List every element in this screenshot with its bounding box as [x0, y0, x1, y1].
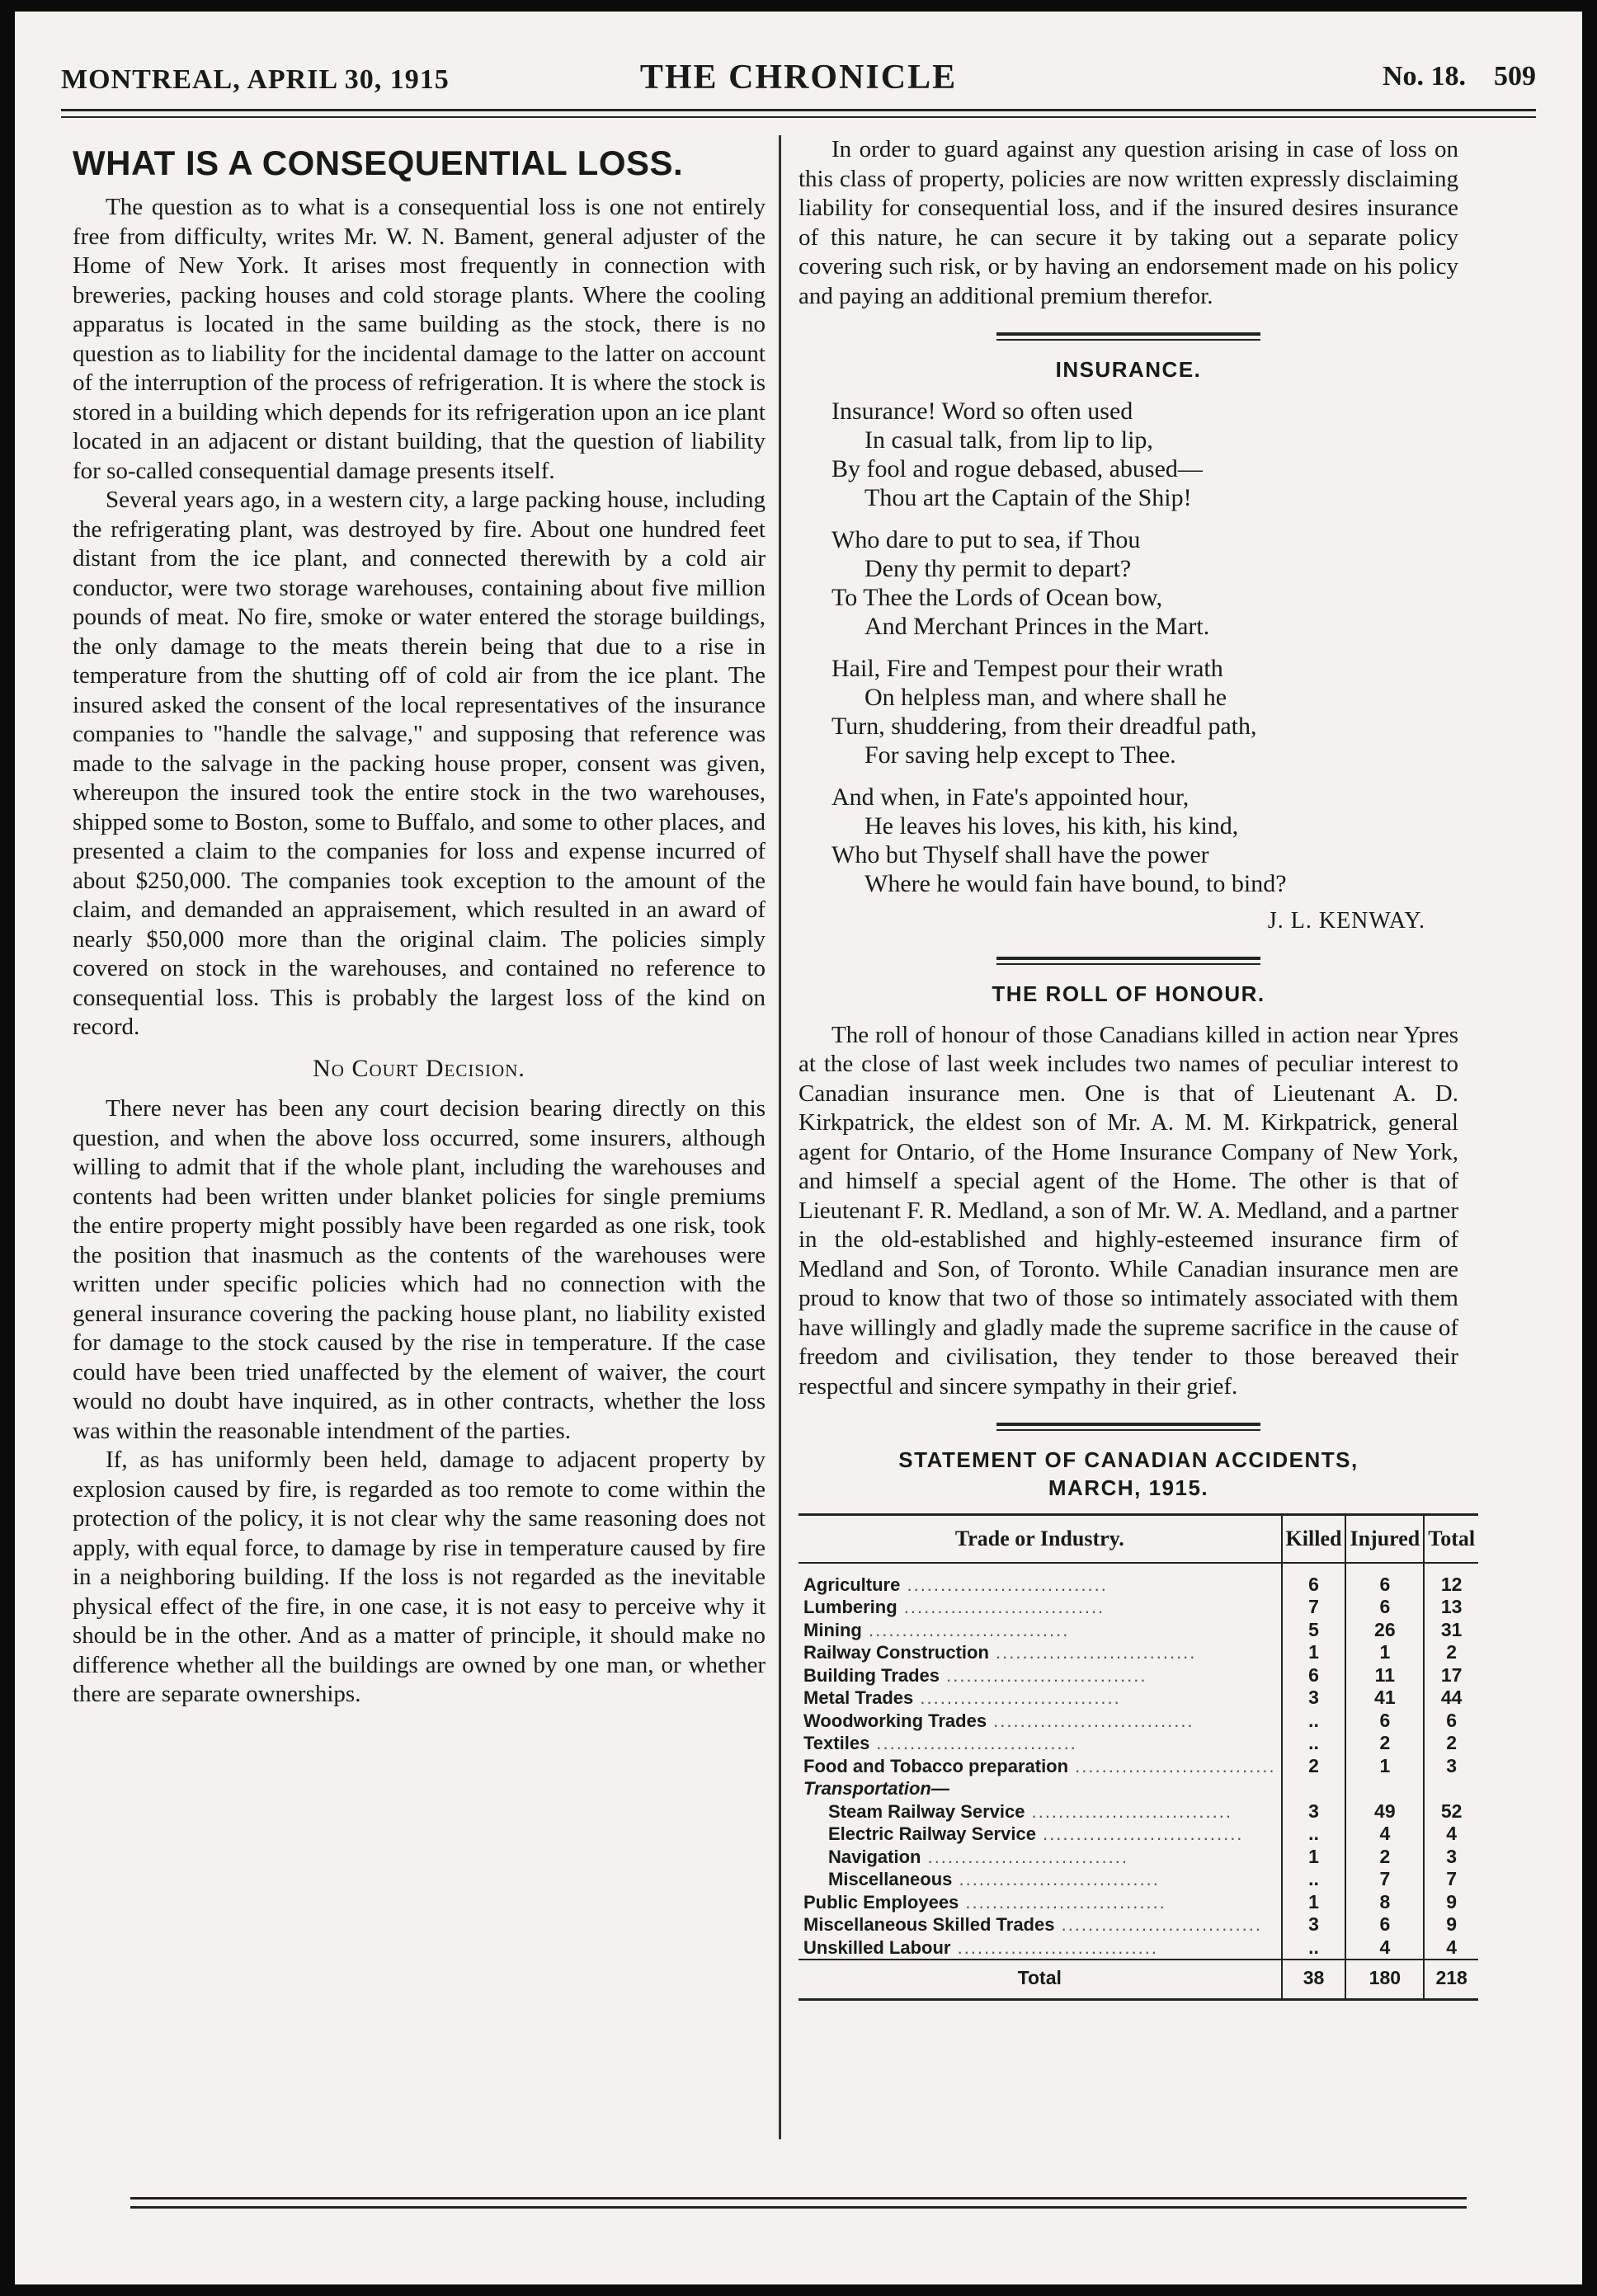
injured-cell: 6: [1345, 1563, 1424, 1597]
leader-dots: ..............................: [950, 1936, 1158, 1958]
table-row: [798, 1687, 1478, 1710]
killed-cell: 7: [1282, 1596, 1346, 1619]
article-headline: WHAT IS A CONSEQUENTIAL LOSS.: [73, 144, 684, 182]
table-row: [798, 1777, 1478, 1800]
killed-cell: ..: [1282, 1868, 1346, 1891]
trade-label: Lumbering: [803, 1597, 897, 1617]
column-header: Trade or Industry.: [798, 1515, 1282, 1563]
total-killed-cell: 38: [1282, 1960, 1346, 1999]
poem-line: He leaves his loves, his kith, his kind,: [864, 812, 1239, 840]
injured-cell: [1345, 1777, 1424, 1800]
trade-label: Navigation: [828, 1846, 921, 1867]
injured-cell: 2: [1345, 1846, 1424, 1869]
total-cell: 31: [1424, 1619, 1478, 1642]
total-cell: 4: [1424, 1823, 1478, 1846]
poem-line: Where he would fain have bound, to bind?: [864, 869, 1287, 897]
column-divider: [779, 135, 781, 2139]
leader-dots: ..............................: [1054, 1914, 1262, 1935]
trade-label: Woodworking Trades: [803, 1710, 987, 1731]
table-row: [798, 1596, 1478, 1619]
table-row: [798, 1891, 1478, 1914]
poem-stanza: [831, 525, 1458, 641]
total-cell: 3: [1424, 1846, 1478, 1869]
trade-cell: [798, 1891, 1282, 1914]
injured-cell: 6: [1345, 1710, 1424, 1733]
running-head: [61, 54, 1536, 104]
header-rule: [61, 109, 1536, 118]
poem-line: Who but Thyself shall have the power: [831, 840, 1209, 868]
poem-line: Insurance! Word so often used: [831, 397, 1133, 425]
trade-label: Metal Trades: [803, 1687, 914, 1708]
killed-cell: 1: [1282, 1846, 1346, 1869]
leader-dots: ..............................: [940, 1664, 1147, 1686]
leader-dots: ..............................: [1068, 1755, 1276, 1776]
killed-cell: [1282, 1777, 1346, 1800]
poem-line: In casual talk, from lip to lip,: [864, 426, 1153, 454]
leader-dots: ..............................: [900, 1574, 1108, 1595]
article-paragraph: If, as has uniformly been held, damage to adjacent property by explosion caused by fire, is regarded as too remote to come within the protection of the policy, it is not clear why the same reasoning does not apply, with equal force, to damage by rise in temperature caused by fire in a neighboring building. If the loss is not regarded as the inevitable physical effect of the fire, in one case, it is not easy to perceive why it should be in the other. And as a matter of principle, it should make no difference whether all the buildings are owned by one man, or whether there are separate ownerships.: [73, 1447, 766, 1707]
poem-line: Turn, shuddering, from their dreadful path,: [831, 712, 1257, 740]
publication-title: THE CHRONICLE: [639, 59, 958, 96]
injured-cell: 41: [1345, 1687, 1424, 1710]
poem-line: On helpless man, and where shall he: [864, 683, 1227, 711]
total-total-cell: 218: [1424, 1960, 1478, 1999]
trade-label: Unskilled Labour: [803, 1936, 951, 1958]
total-cell: 44: [1424, 1687, 1478, 1710]
page-number: 509: [1494, 61, 1536, 92]
total-cell: 9: [1424, 1891, 1478, 1914]
poem-line: And Merchant Princes in the Mart.: [864, 612, 1210, 640]
column-header: Killed: [1282, 1515, 1346, 1563]
killed-cell: 6: [1282, 1563, 1346, 1597]
killed-cell: 5: [1282, 1619, 1346, 1642]
trade-label: Miscellaneous Skilled Trades: [803, 1914, 1055, 1935]
injured-cell: 4: [1345, 1936, 1424, 1960]
table-row: [798, 1563, 1478, 1597]
total-cell: 12: [1424, 1563, 1478, 1597]
trade-label: Agriculture: [803, 1574, 901, 1595]
trade-label: Railway Construction: [803, 1642, 989, 1663]
killed-cell: 2: [1282, 1755, 1346, 1778]
total-cell: 4: [1424, 1936, 1478, 1960]
killed-cell: ..: [1282, 1823, 1346, 1846]
killed-cell: 3: [1282, 1687, 1346, 1710]
column-header: Injured: [1345, 1515, 1424, 1563]
total-cell: [1424, 1777, 1478, 1800]
total-injured-cell: 180: [1345, 1960, 1424, 1999]
total-cell: 6: [1424, 1710, 1478, 1733]
trade-label: Electric Railway Service: [828, 1823, 1036, 1844]
poem-stanza: [831, 783, 1458, 898]
trade-cell: [798, 1823, 1282, 1846]
table-row: [798, 1619, 1478, 1642]
issue-info: [1383, 61, 1536, 92]
injured-cell: 7: [1345, 1868, 1424, 1891]
injured-cell: 2: [1345, 1732, 1424, 1755]
poem-line: Deny thy permit to depart?: [864, 554, 1132, 582]
table-row: [798, 1936, 1478, 1960]
poem-line: Thou art the Captain of the Ship!: [864, 483, 1192, 511]
injured-cell: 1: [1345, 1755, 1424, 1778]
poem-stanza: [831, 654, 1458, 769]
table-row: [798, 1710, 1478, 1733]
trade-cell: [798, 1596, 1282, 1619]
injured-cell: 6: [1345, 1913, 1424, 1936]
trade-cell: [798, 1913, 1282, 1936]
table-row: [798, 1664, 1478, 1687]
table-row: [798, 1641, 1478, 1664]
trade-cell: [798, 1563, 1282, 1597]
trade-label: Steam Railway Service: [828, 1800, 1025, 1822]
leader-dots: ..............................: [913, 1687, 1121, 1708]
killed-cell: ..: [1282, 1710, 1346, 1733]
table-title: [798, 1446, 1458, 1502]
injured-cell: 1: [1345, 1641, 1424, 1664]
table-row: [798, 1800, 1478, 1823]
injured-cell: 6: [1345, 1596, 1424, 1619]
table-row: [798, 1823, 1478, 1846]
table-row: [798, 1913, 1478, 1936]
table-row: [798, 1755, 1478, 1778]
table-total-row: [798, 1960, 1478, 1999]
trade-cell: [798, 1936, 1282, 1960]
article-paragraph: Several years ago, in a western city, a large packing house, including the refrigerating plant, was destroyed by fire. About one hundred feet distant from the ice plant, and connected therewith by a cold air conductor, were two storage warehouses, containing about five million pounds of meat. No fire, smoke or water entered the storage buildings, the only damage to the meats therein being that due to a rise in temperature from the shutting off of cold air from the ice plant. The insured asked the consent of the local representatives of the insurance companies to "handle the salvage," and supposing that reference was made to the salvage in the packing house proper, consent was given, whereupon the insured took the entire stock in the two warehouses, shipped some to Boston, some to Buffalo, and some to other places, and presented a claim to the companies for loss and expense incurred of about $250,000. The companies took exception to the amount of the claim, and demanded an appraisement, which resulted in an award of nearly $50,000 more than the original claim. The policies simply covered on stock in the warehouses, and contained no reference to consequential loss. This is probably the largest loss of the kind on record.: [73, 487, 766, 1040]
poem-author: J. L. KENWAY.: [1267, 907, 1425, 934]
killed-cell: 1: [1282, 1641, 1346, 1664]
injured-cell: 11: [1345, 1664, 1424, 1687]
trade-label: Miscellaneous: [828, 1869, 953, 1889]
poem-line: Who dare to put to sea, if Thou: [831, 525, 1141, 553]
total-cell: 7: [1424, 1868, 1478, 1891]
trade-cell: [798, 1868, 1282, 1891]
total-cell: 13: [1424, 1596, 1478, 1619]
table-title-line: MARCH, 1915.: [1048, 1475, 1209, 1500]
article-subhead: No Court Decision.: [313, 1054, 525, 1082]
left-column: [73, 135, 766, 1710]
poem-line: And when, in Fate's appointed hour,: [831, 783, 1190, 811]
trade-cell: [798, 1732, 1282, 1755]
trade-cell: [798, 1687, 1282, 1710]
poem-line: By fool and rogue debased, abused—: [831, 454, 1203, 482]
trade-label: Food and Tobacco preparation: [803, 1755, 1069, 1776]
roll-paragraph: The roll of honour of those Canadians killed in action near Ypres at the close of last week includes two names of peculiar interest to Canadian insurance men. One is that of Lieutenant A. D. Kirkpatrick, the eldest son of Mr. A. M. M. Kirkpatrick, general agent for Ontario, of the Home Insurance Company of New York, and himself a special agent of the Home. The other is that of Lieutenant F. R. Medland, a son of Mr. W. A. Medland, and a partner in the old-established and highly-esteemed insurance firm of Medland and Son, of Toronto. While Canadian insurance men are proud to know that two of those so intimately associated with them have willingly and gladly made the supreme sacrifice in the cause of freedom and civilisation, they tender to those bereaved their respectful and sincere sympathy in their grief.: [798, 1021, 1458, 1400]
leader-dots: ..............................: [897, 1597, 1105, 1617]
trade-cell: [798, 1777, 1282, 1800]
trade-cell: [798, 1619, 1282, 1642]
table-header-row: [798, 1515, 1478, 1563]
trade-label: Transportation—: [803, 1778, 949, 1799]
newspaper-page: [15, 12, 1582, 2284]
poem-title: INSURANCE.: [1055, 357, 1202, 382]
leader-dots: ..............................: [1025, 1800, 1232, 1822]
trade-label: Building Trades: [803, 1664, 940, 1686]
total-cell: 9: [1424, 1913, 1478, 1936]
injured-cell: 4: [1345, 1823, 1424, 1846]
leader-dots: ..............................: [988, 1642, 1197, 1663]
footer-rule: [130, 2197, 1467, 2209]
poem-line: Hail, Fire and Tempest pour their wrath: [831, 654, 1223, 682]
article-paragraph: The question as to what is a consequential loss is one not entirely free from difficulty, writes Mr. W. N. Bament, general adjuster of the Home of New York. It arises most frequently in connection with breweries, packing houses and cold storage plants. Where the cooling apparatus is located in the same building as the stock, there is no question as to liability for the incidental damage to the latter on account of the interruption of the process of refrigeration. It is where the stock is stored in a building which depends for its refrigeration upon an ice plant located in an adjacent or distant building, that the question of liability for so-called consequential damage presents itself.: [73, 194, 766, 484]
killed-cell: 1: [1282, 1891, 1346, 1914]
table-row: [798, 1868, 1478, 1891]
right-column: [798, 135, 1476, 2001]
trade-cell: [798, 1846, 1282, 1869]
column-header: Total: [1424, 1515, 1478, 1563]
table-title-line: STATEMENT OF CANADIAN ACCIDENTS,: [898, 1447, 1359, 1472]
leader-dots: ..............................: [869, 1733, 1077, 1753]
trade-cell: [798, 1710, 1282, 1733]
leader-dots: ..............................: [952, 1869, 1160, 1889]
killed-cell: 3: [1282, 1800, 1346, 1823]
table-row: [798, 1732, 1478, 1755]
total-cell: 52: [1424, 1800, 1478, 1823]
trade-label: Public Employees: [803, 1891, 959, 1913]
injured-cell: 8: [1345, 1891, 1424, 1914]
table-row: [798, 1846, 1478, 1869]
trade-label: Mining: [803, 1619, 862, 1640]
leader-dots: ..............................: [861, 1619, 1070, 1640]
killed-cell: ..: [1282, 1936, 1346, 1960]
roll-title: THE ROLL OF HONOUR.: [992, 981, 1265, 1006]
poem-stanza: [831, 397, 1458, 512]
section-rule: [996, 332, 1260, 341]
trade-cell: [798, 1641, 1282, 1664]
article-continuation: In order to guard against any question arising in case of loss on this class of property, policies are now written expressly disclaiming liability for consequential loss, and if the insured desires insurance of this nature, he can secure it by taking out a separate policy covering such risk, or by having an endorsement made on his policy and paying an additional premium therefor.: [798, 136, 1458, 309]
accidents-table: [798, 1513, 1478, 2001]
total-cell: 3: [1424, 1755, 1478, 1778]
poem-line: For saving help except to Thee.: [864, 741, 1176, 769]
total-cell: 17: [1424, 1664, 1478, 1687]
injured-cell: 49: [1345, 1800, 1424, 1823]
total-label: Total: [798, 1960, 1282, 1999]
issue-number: No. 18.: [1382, 61, 1466, 92]
dateline: MONTREAL, APRIL 30, 1915: [61, 64, 450, 95]
trade-cell: [798, 1755, 1282, 1778]
killed-cell: ..: [1282, 1732, 1346, 1755]
leader-dots: ..............................: [921, 1846, 1128, 1867]
killed-cell: 6: [1282, 1664, 1346, 1687]
poem-line: To Thee the Lords of Ocean bow,: [831, 583, 1163, 611]
section-rule: [996, 1423, 1260, 1431]
poem: [831, 397, 1458, 898]
total-cell: 2: [1424, 1732, 1478, 1755]
section-rule: [996, 957, 1260, 965]
total-cell: 2: [1424, 1641, 1478, 1664]
leader-dots: ..............................: [1035, 1823, 1244, 1844]
trade-cell: [798, 1664, 1282, 1687]
trade-cell: [798, 1800, 1282, 1823]
trade-label: Textiles: [803, 1733, 870, 1753]
leader-dots: ..............................: [959, 1891, 1166, 1913]
article-paragraph: There never has been any court decision bearing directly on this question, and when the above loss occurred, some insurers, although willing to admit that if the whole plant, including the warehouses and contents had been written under blanket policies for single premiums the entire property might possibly have been regarded as one risk, took the position that inasmuch as the contents of the warehouses were written under specific policies which had no connection with the general insurance covering the packing house plant, no liability existed for damage to the stock caused by the rise in temperature. If the case could have been tried unaffected by the element of waiver, the court would no doubt have inquired, as in other contracts, whether the loss was within the reasonable intendment of the parties.: [73, 1095, 766, 1444]
killed-cell: 3: [1282, 1913, 1346, 1936]
injured-cell: 26: [1345, 1619, 1424, 1642]
leader-dots: ..............................: [987, 1710, 1194, 1731]
